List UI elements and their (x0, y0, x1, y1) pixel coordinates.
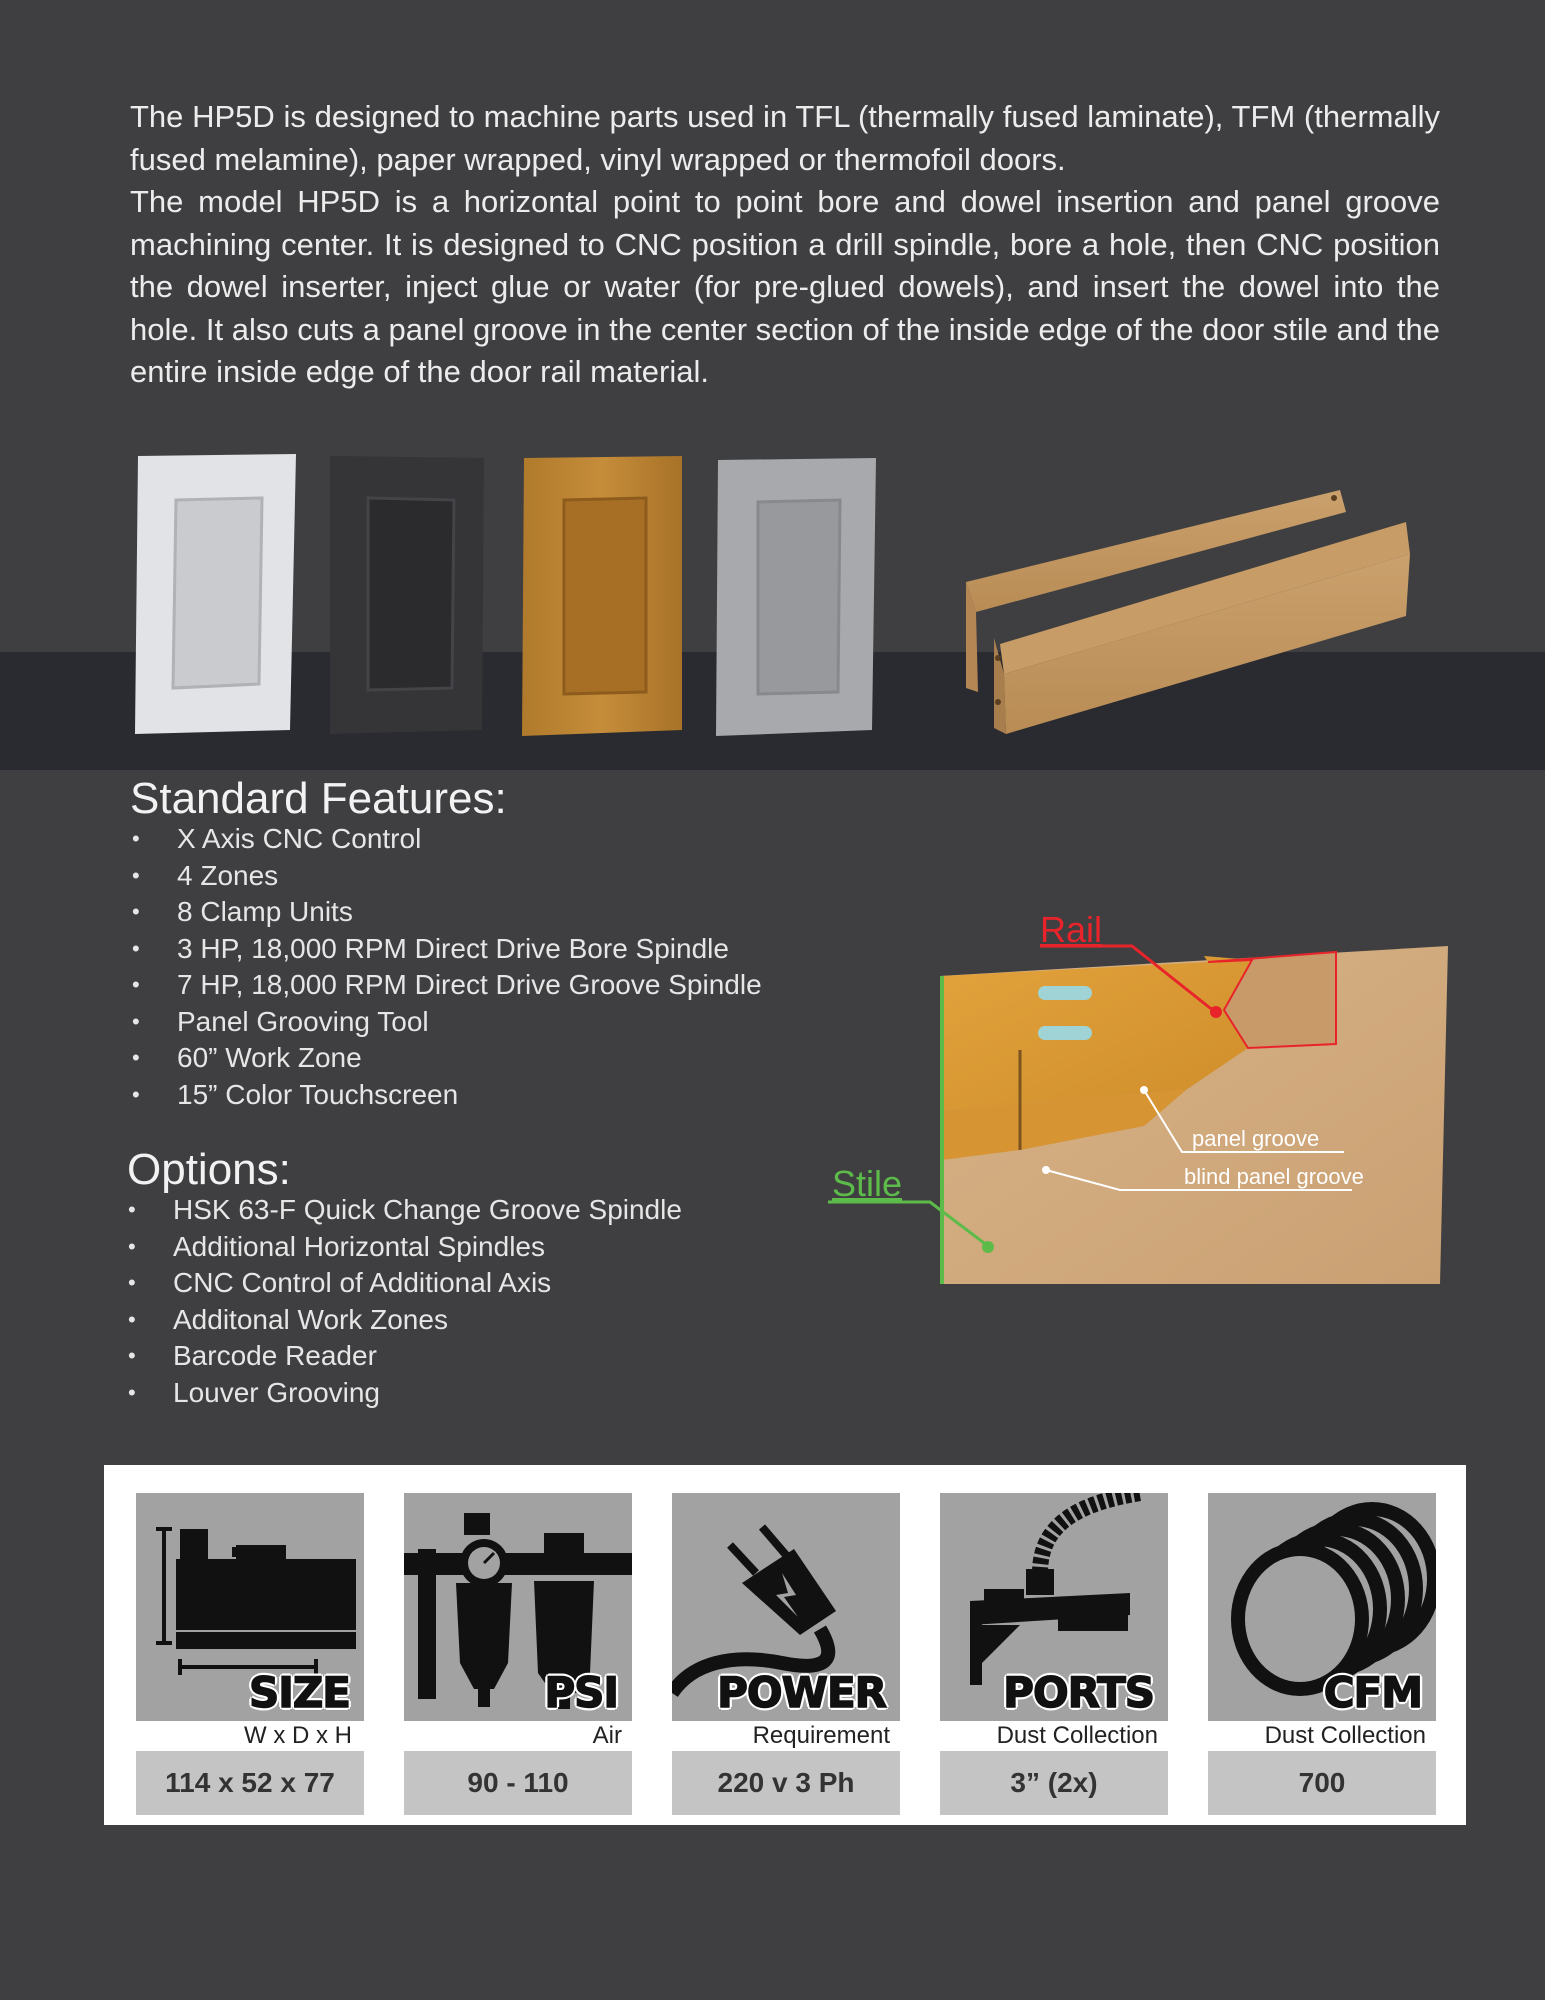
rail-stile-joint-diagram (820, 900, 1460, 1300)
cfm-icon-box (1208, 1493, 1436, 1721)
feature-item: • 3 HP, 18,000 RPM Direct Drive Bore Spindle (132, 931, 762, 968)
power-label: POWER (717, 1668, 886, 1717)
door-samples-image (0, 430, 1545, 770)
option-item: • Louver Grooving (128, 1375, 682, 1412)
panel-groove-label: panel groove (1192, 1126, 1320, 1151)
white-door-sample (135, 454, 296, 734)
ports-icon-box (940, 1493, 1168, 1721)
feature-item: • X Axis CNC Control (132, 821, 762, 858)
feature-item: • 8 Clamp Units (132, 894, 762, 931)
psi-value: 90 - 110 (404, 1751, 632, 1815)
wood-door-sample (522, 456, 682, 736)
power-sub-label: Requirement (752, 1722, 890, 1749)
ports-value: 3” (2x) (940, 1751, 1168, 1815)
ports-label: PORTS (1003, 1668, 1154, 1717)
size-icon-box (136, 1493, 364, 1721)
rail-label: Rail (1040, 909, 1103, 950)
ports-sub-label: Dust Collection (996, 1722, 1158, 1749)
psi-label: PSI (544, 1668, 618, 1717)
cfm-sub-label: Dust Collection (1264, 1722, 1426, 1749)
option-item: • HSK 63-F Quick Change Groove Spindle (128, 1192, 682, 1229)
spec-ports (940, 1493, 1168, 1815)
power-icon-box (672, 1493, 900, 1721)
options-list (128, 1192, 682, 1411)
gray-door-sample (716, 458, 876, 736)
psi-icon-box (404, 1493, 632, 1721)
cfm-label: CFM (1323, 1668, 1422, 1717)
intro-paragraph-1: The HP5D is designed to machine parts used in TFL (thermally fused laminate), TFM (thermally fused melamine), paper wrapped, vinyl wrapped or thermofoil doors. (130, 99, 1440, 177)
feature-item: • 4 Zones (132, 858, 762, 895)
feature-item: • 60” Work Zone (132, 1040, 762, 1077)
spec-power (672, 1493, 900, 1815)
options-title: Options: (127, 1145, 291, 1194)
spec-psi (404, 1493, 632, 1815)
spec-cfm (1208, 1493, 1436, 1815)
feature-item: • Panel Grooving Tool (132, 1004, 762, 1041)
power-value: 220 v 3 Ph (672, 1751, 900, 1815)
cfm-value: 700 (1208, 1751, 1436, 1815)
option-item: • Barcode Reader (128, 1338, 682, 1375)
standard-features-title: Standard Features: (130, 774, 507, 823)
size-value: 114 x 52 x 77 (136, 1751, 364, 1815)
black-door-sample (330, 456, 484, 734)
option-item: • CNC Control of Additional Axis (128, 1265, 682, 1302)
standard-features-list (132, 821, 762, 1113)
option-item: • Additonal Work Zones (128, 1302, 682, 1339)
intro-text (130, 96, 1440, 394)
size-label: SIZE (248, 1668, 350, 1717)
size-sub-label: W x D x H (244, 1722, 352, 1749)
stile-label: Stile (832, 1163, 903, 1204)
feature-item: • 15” Color Touchscreen (132, 1077, 762, 1114)
specifications-panel (104, 1465, 1466, 1825)
feature-item: • 7 HP, 18,000 RPM Direct Drive Groove Spindle (132, 967, 762, 1004)
psi-sub-label: Air (592, 1722, 622, 1749)
blind-panel-groove-label: blind panel groove (1184, 1164, 1364, 1189)
intro-paragraph-2: The model HP5D is a horizontal point to point bore and dowel insertion and panel groove machining center. It is designed to CNC position a drill spindle, bore a hole, then CNC position the dowel inserter, inject glue or water (for pre-glued dowels), and insert the dowel into the hole. It also cuts a panel groove in the center section of the inside edge of the door stile and the entire inside edge of the door rail material. (130, 184, 1440, 389)
spec-size (136, 1493, 364, 1815)
option-item: • Additional Horizontal Spindles (128, 1229, 682, 1266)
